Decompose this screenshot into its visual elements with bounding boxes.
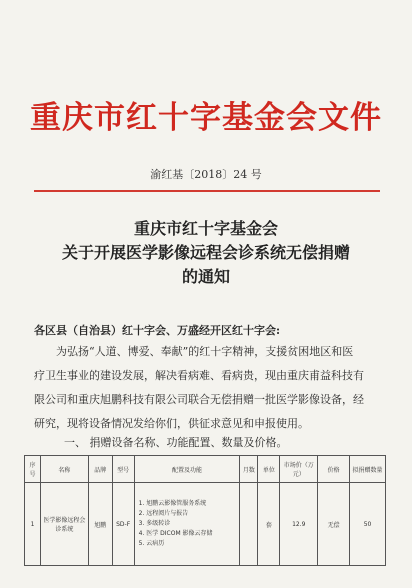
table-header-cell: 单位	[258, 456, 280, 483]
table-header-cell: 品牌	[88, 456, 112, 483]
document-number: 渝红基〔2018〕24 号	[150, 168, 262, 181]
table-header-cell: 配置及功能	[134, 456, 240, 483]
equipment-table	[24, 455, 386, 566]
table-header-cell: 型号	[112, 456, 134, 483]
table-row	[25, 483, 386, 566]
table-header-row	[25, 456, 386, 483]
notice-title-line-2: 关于开展医学影像远程会诊系统无偿捐赠	[61, 243, 350, 262]
table-header-cell: 月数	[240, 456, 258, 483]
cell-quantity: 50	[350, 483, 386, 566]
feature-item: 3. 多级转诊	[138, 520, 171, 527]
addressee-line: 各区县（自治县）红十字会、万盛经开区红十字会:	[34, 324, 281, 337]
table-header-cell: 序号	[25, 456, 41, 483]
red-divider-line	[34, 190, 380, 192]
cell-model: SD-F	[112, 483, 134, 566]
feature-item: 2. 远程阅片与报告	[138, 510, 189, 517]
body-line: 限公司和重庆旭鹏科技有限公司联合无偿捐赠一批医学影像设备，经	[34, 393, 364, 406]
table-header-cell: 名称	[40, 456, 88, 483]
cell-name: 医学影像远程会诊系统	[40, 483, 88, 566]
feature-item: 5. 云病历	[138, 540, 165, 547]
cell-unit: 套	[258, 483, 280, 566]
cell-price: 无偿	[318, 483, 350, 566]
cell-features	[134, 483, 240, 566]
body-line: 研究，现将设备情况发给你们，供征求意见和申报使用。	[34, 417, 309, 430]
table-header-cell: 市场价（万元）	[280, 456, 318, 483]
cell-market-price: 12.9	[280, 483, 318, 566]
cell-index: 1	[25, 483, 41, 566]
table-header-cell: 价格	[318, 456, 350, 483]
feature-item: 4. 医学 DICOM 影像云存储	[138, 530, 213, 537]
body-line: 疗卫生事业的建设发展，解决看病难、看病贵，现由重庆甫益科技有	[34, 369, 364, 382]
cell-months	[240, 483, 258, 566]
document-header-title: 重庆市红十字基金会文件	[30, 100, 382, 136]
table-header-cell: 拟捐赠数量	[350, 456, 386, 483]
cell-brand: 旭鹏	[88, 483, 112, 566]
body-line: 为弘扬“人道、博爱、奉献”的红十字精神，支援贫困地区和医	[56, 345, 354, 358]
body-paragraph-1	[34, 340, 384, 436]
notice-title-line-3: 的通知	[181, 267, 230, 286]
feature-item: 1. 旭鹏云影像管服务系统	[138, 500, 207, 507]
section-heading-1: 一、 捐赠设备名称、功能配置、数量及价格。	[64, 436, 288, 449]
notice-title-line-1: 重庆市红十字基金会	[133, 219, 278, 238]
